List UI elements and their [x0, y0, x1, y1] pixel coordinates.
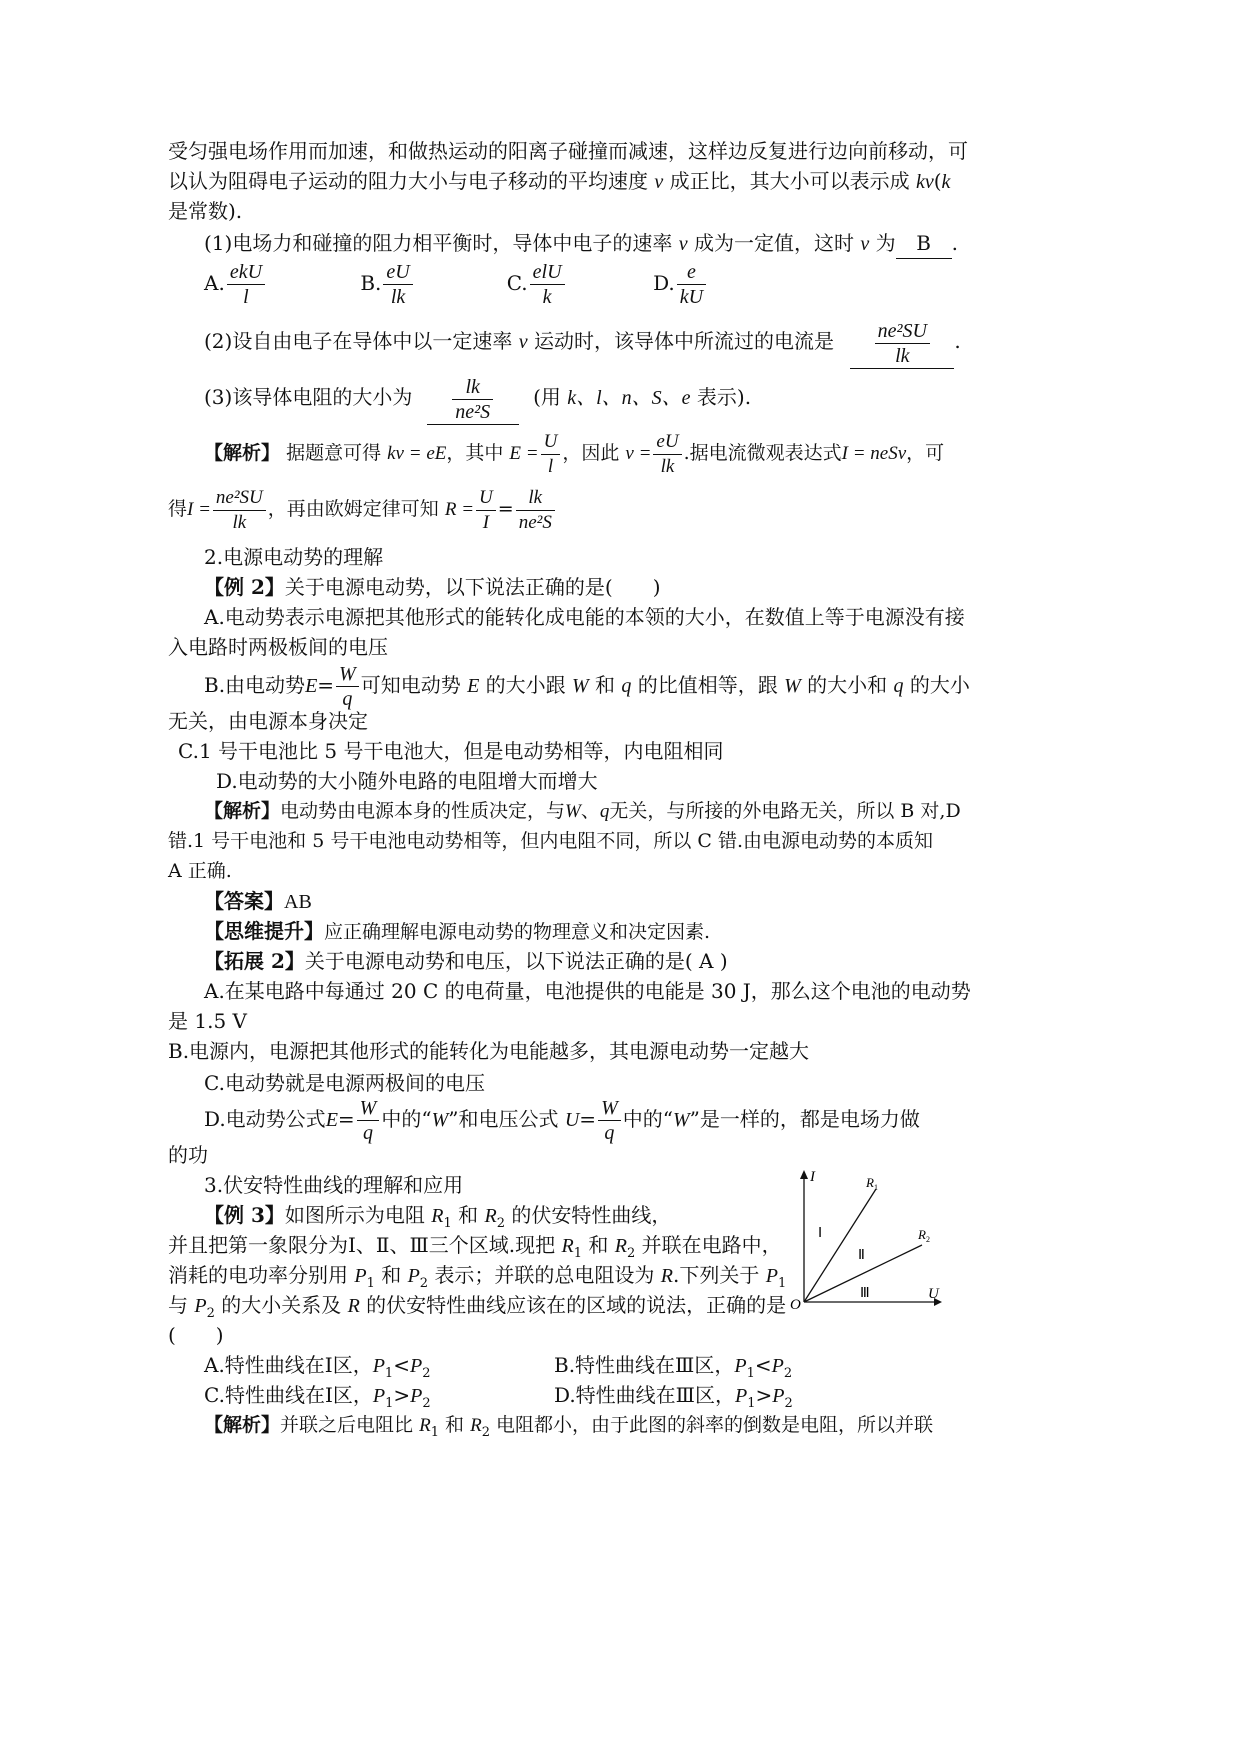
region-2-label: Ⅱ [858, 1248, 865, 1263]
region-1-label: Ⅰ [818, 1226, 823, 1241]
origin-label: O [790, 1297, 801, 1313]
options-1 [204, 258, 708, 309]
thinking-upgrade: 【思维提升】应正确理解电源电动势的物理意义和决定因素. [204, 919, 711, 943]
extension-2-question: 【拓展 2】关于电源电动势和电压，以下说法正确的是( A ) [204, 949, 728, 973]
analysis-3-line-1: 【解析】并联之后电阻比 $R_1$ 和 $R_2$ 电阻都小，由于此图的斜率的倒数是电阻，所以并联 [204, 1414, 934, 1440]
example-3-line-5: ( ) [168, 1323, 224, 1347]
example-3-option-a: A.特性曲线在Ⅰ区，$P_1<P_2$ [204, 1353, 431, 1381]
answer-blank: B [896, 228, 952, 259]
example-2-question: 【例 2】关于电源电动势，以下说法正确的是( ) [204, 575, 661, 599]
analysis-1-line-1: 【解析】 据题意可得 kv = eE，其中 E = $\frac{U}{l}$ ，因此 v = $\frac{eU}{lk}$ .据电流微观表达式I = neSv，可 [204, 430, 945, 477]
option-a: A. ekU l [204, 258, 354, 309]
extension-2-option-b: B.电源内，电源把其他形式的能转化为电能越多，其电源电动势一定越大 [168, 1039, 810, 1063]
analysis-2-line-1: 【解析】电动势由电源本身的性质决定，与W、q无关，与所接的外电路无关，所以 B 对,D [204, 800, 961, 822]
example-3-line-2: 并且把第一象限分为Ⅰ、Ⅱ、Ⅲ三个区域.现把 $R_1$ 和 $R_2$ 并联在电路中， [168, 1233, 782, 1261]
example-3-option-b: B.特性曲线在Ⅲ区，$P_1<P_2$ [554, 1353, 793, 1381]
u-axis-label: U [928, 1286, 939, 1302]
extension-2-option-d-cont: 的功 [168, 1143, 208, 1167]
r1-label: $R_1$ [866, 1175, 878, 1192]
option-c: C. elU k [507, 258, 647, 309]
answer-blank-3: $\frac{lk}{\text{ne²S}}$ [427, 373, 519, 425]
example-2-option-a-cont: 入电路时两极板间的电压 [168, 635, 388, 659]
example-2-option-b-cont: 无关，由电源本身决定 [168, 709, 368, 733]
question-3: (3)该导体电阻的大小为 $\frac{lk}{\text{ne²S}}$ (用 k、l、n、S、e 表示). [204, 372, 751, 425]
option-d: D. $\frac{e}{kU}$ [653, 258, 708, 309]
analysis-1-line-2: 得I = $\frac{\text{ne²SU}}{lk}$ ，再由欧姆定律可知 R = $\frac{U}{I}$ = $\frac{lk}{\text{ne²S}}$ [168, 484, 557, 535]
para-line-2: 以认为阻碍电子运动的阻力大小与电子移动的平均速度 v 成正比，其大小可以表示成 kv(k [168, 169, 951, 193]
extension-2-option-a-cont: 是 1.5 V [168, 1009, 247, 1033]
example-3-line-3: 消耗的电功率分别用 $P_1$ 和 $P_2$ 表示；并联的总电阻设为 R.下列关于 $P_1$ [168, 1263, 787, 1291]
para-line-3: 是常数). [168, 199, 243, 223]
r2-label: $R_2$ [918, 1227, 930, 1244]
example-3-option-d: D.特性曲线在Ⅲ区，$P_1>P_2$ [554, 1383, 793, 1411]
region-3-label: Ⅲ [860, 1286, 870, 1301]
example-3-line-4: 与 $P_2$ 的大小关系及 R 的伏安特性曲线应该在的区域的说法，正确的是 [168, 1293, 787, 1321]
example-2-option-c: C.1 号干电池比 5 号干电池大，但是电动势相等，内电阻相同 [178, 739, 724, 763]
i-axis-arrow [800, 1170, 808, 1179]
question-1: (1)电场力和碰撞的阻力相平衡时，导体中电子的速率 v 成为一定值，这时 v 为 B . [204, 228, 958, 259]
option-b: B. $\frac{eU}{lk}$ [360, 258, 500, 309]
para-line-1: 受匀强电场作用而加速，和做热运动的阳离子碰撞而减速，这样边反复进行边向前移动，可 [168, 139, 968, 163]
extension-2-option-a: A.在某电路中每通过 20 C 的电荷量，电池提供的电能是 30 J，那么这个电池的电动势 [204, 979, 971, 1003]
question-2: (2)设自由电子在导体中以一定速率 v 运动时，该导体中所流过的电流是 $\frac{\text{ne²SU}}{lk}$ . [204, 316, 961, 369]
extension-2-option-c: C.电动势就是电源两极间的电压 [204, 1071, 485, 1095]
extension-2-option-d: D.电动势公式E= $\frac{W}{q}$ 中的“W”和电压公式 U= $\frac{W}{q}$ 中的“W”是一样的，都是电场力做 [204, 1097, 920, 1144]
i-axis-label: I [810, 1169, 815, 1185]
analysis-2-line-3: A 正确. [168, 860, 232, 882]
iu-characteristic-diagram [790, 1165, 950, 1315]
example-2-option-a: A.电动势表示电源把其他形式的能转化成电能的本领的大小，在数值上等于电源没有接 [204, 605, 965, 629]
analysis-2-line-2: 错.1 号干电池和 5 号干电池电动势相等，但内电阻不同，所以 C 错.由电源电动势的本质知 [168, 830, 933, 852]
answer-blank-2: $\frac{\text{ne²SU}}{lk}$ [850, 317, 954, 369]
answer-2: 【答案】AB [204, 889, 312, 913]
example-3-option-c: C.特性曲线在Ⅰ区，$P_1>P_2$ [204, 1383, 431, 1411]
example-2-option-b: B.由电动势E= $\frac{W}{q}$ 可知电动势 E 的大小跟 W 和 q 的比值相等，跟 W 的大小和 q 的大小 [204, 663, 970, 710]
example-2-option-d: D.电动势的大小随外电路的电阻增大而增大 [216, 769, 598, 793]
example-3-line-1: 【例 3】如图所示为电阻 $R_1$ 和 $R_2$ 的伏安特性曲线， [204, 1203, 672, 1231]
section-3-title: 3.伏安特性曲线的理解和应用 [204, 1173, 464, 1197]
analysis-tag: 【解析】 [204, 443, 281, 464]
section-2-title: 2.电源电动势的理解 [204, 545, 384, 569]
